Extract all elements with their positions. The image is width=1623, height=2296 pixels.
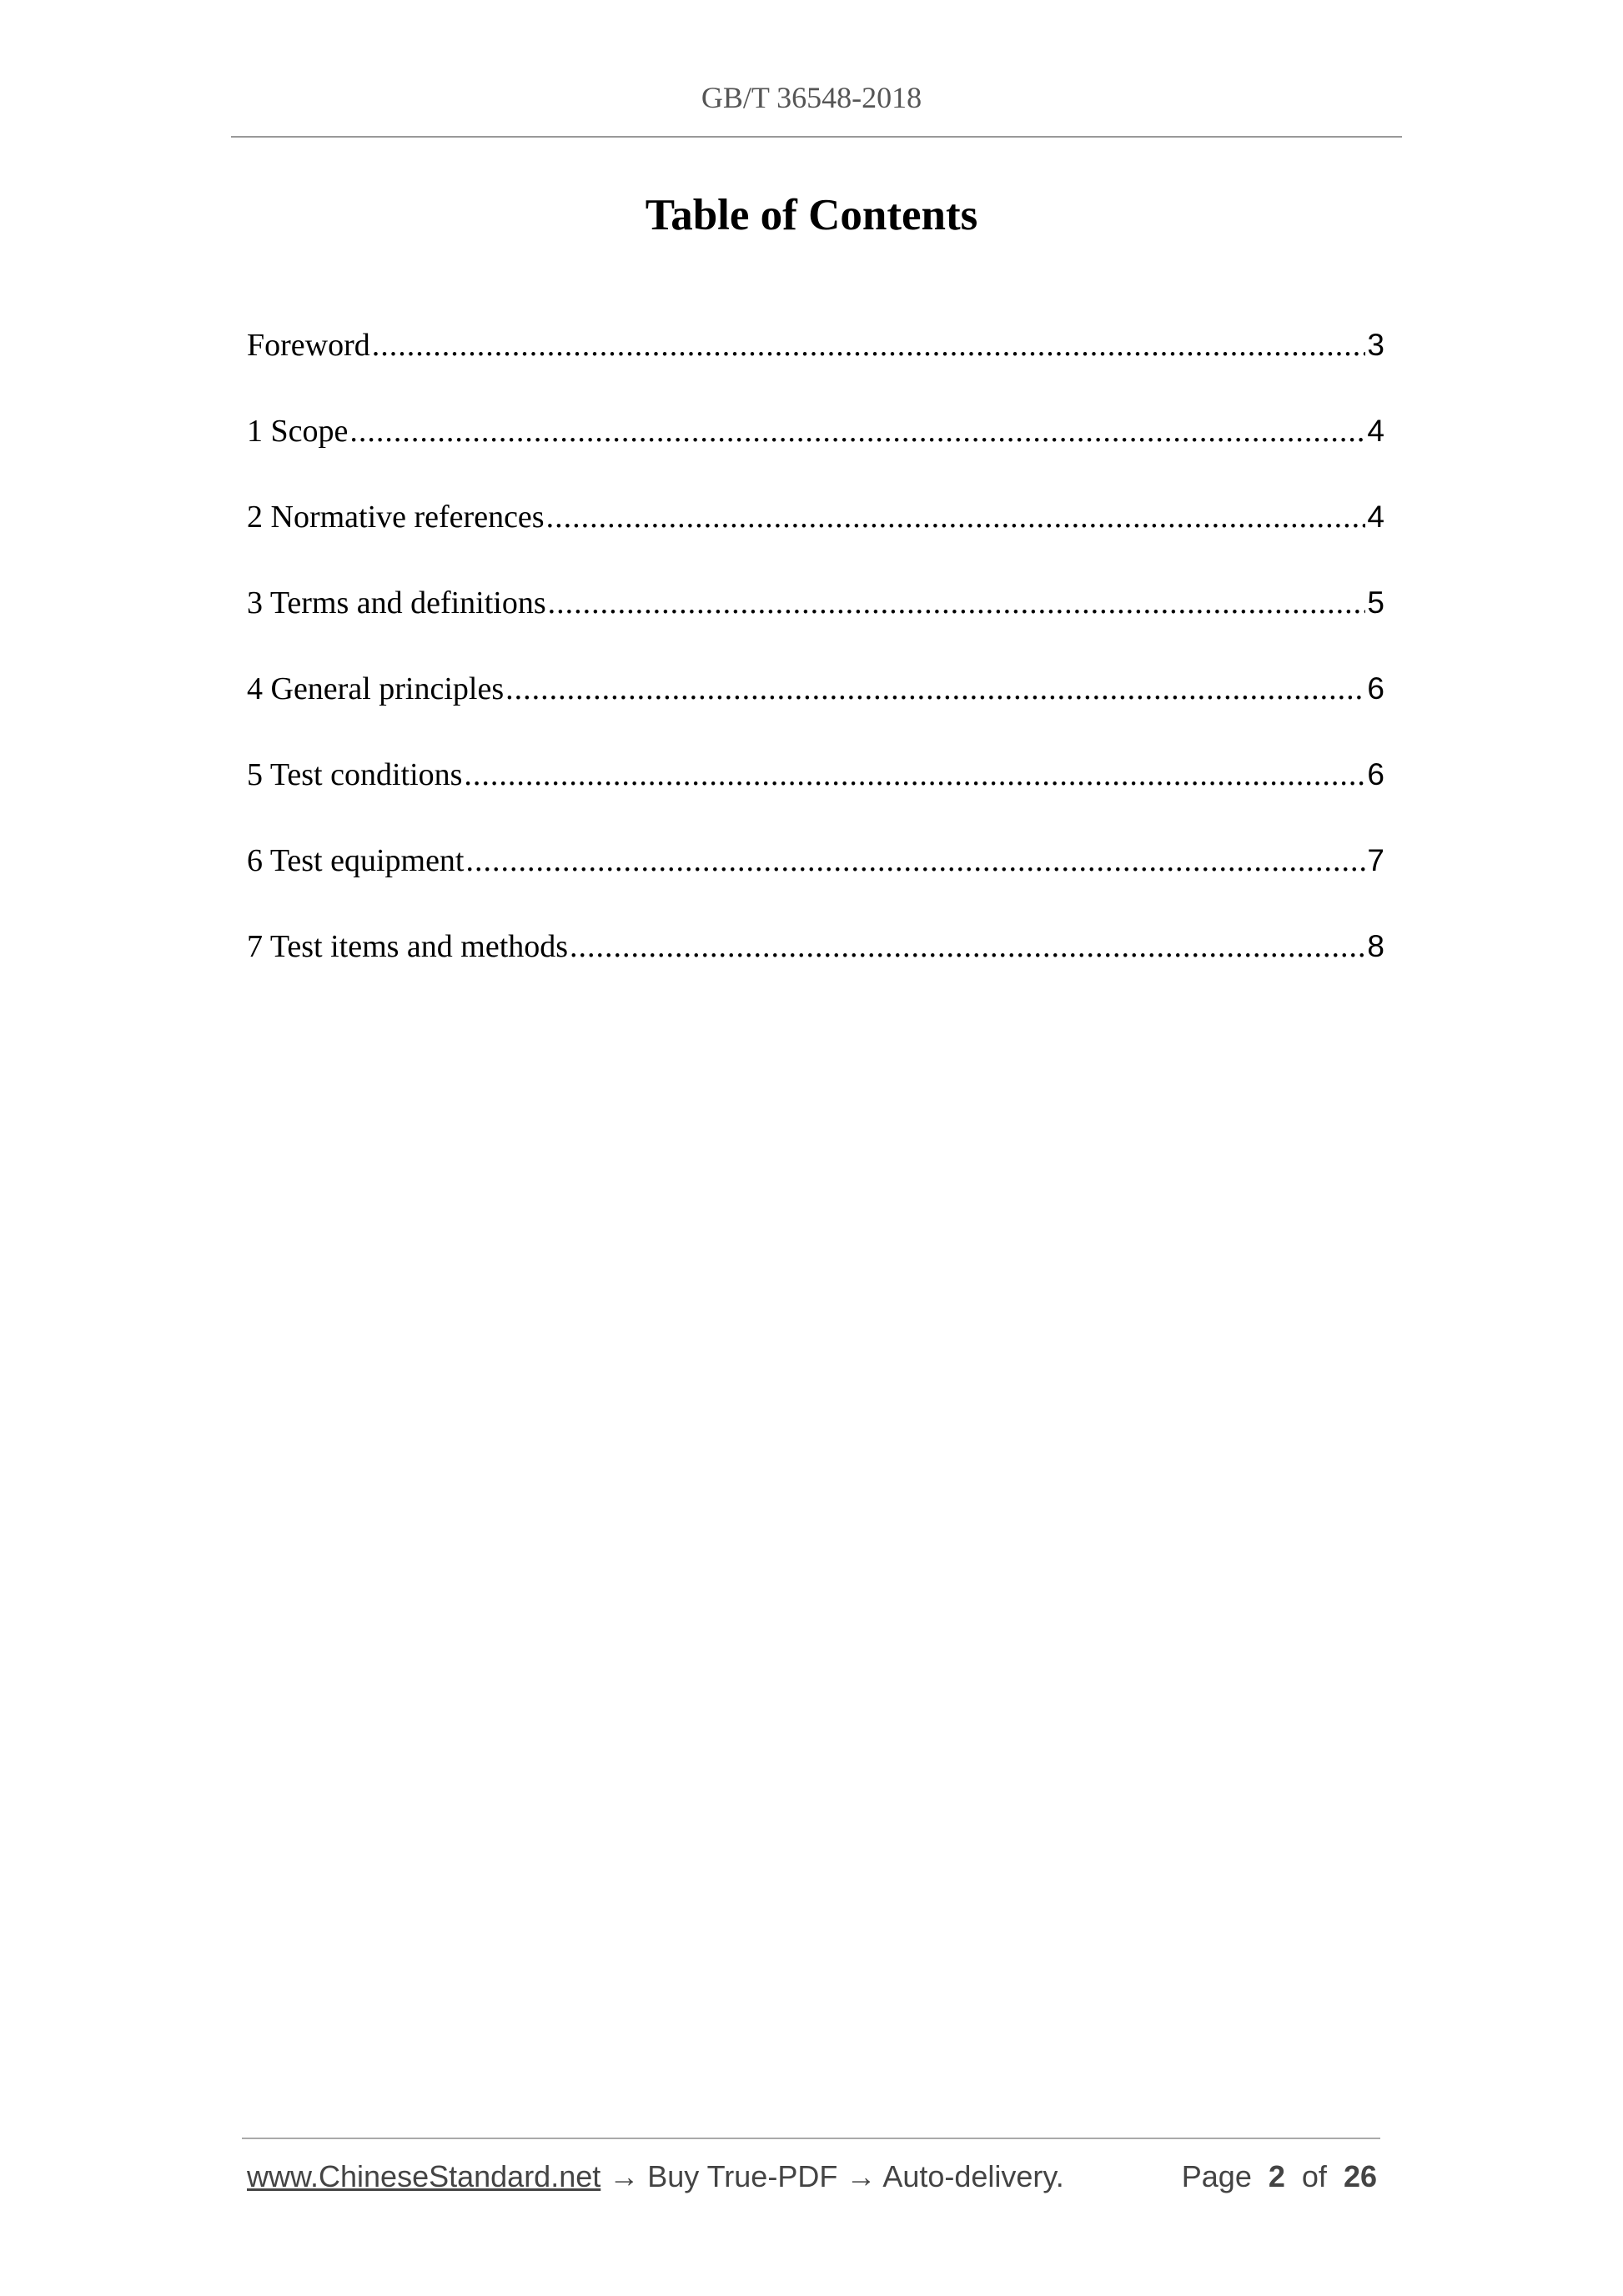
toc-entry-page: 4 [1367, 500, 1384, 534]
toc-entry-test-conditions[interactable] [247, 756, 1384, 842]
toc-entry-page: 6 [1367, 757, 1384, 791]
toc-entry-general-principles[interactable] [247, 671, 1384, 756]
toc-entry-test-items-and-methods[interactable] [247, 928, 1384, 1014]
toc-entry-page: 7 [1367, 843, 1384, 877]
toc-entry-title: 5 Test conditions [247, 757, 463, 792]
toc-entry-title: Foreword [247, 328, 370, 363]
toc-entry-title: 6 Test equipment [247, 843, 465, 878]
toc-entry-page: 6 [1367, 671, 1384, 706]
page-label: Page [1181, 2159, 1252, 2193]
toc-entry-title: 1 Scope [247, 414, 349, 449]
total-pages: 26 [1343, 2159, 1377, 2193]
page-indicator [1182, 2159, 1377, 2194]
of-label: of [1301, 2159, 1327, 2193]
footer-promo [247, 2159, 1064, 2194]
dot-leader [349, 413, 1365, 450]
toc-entry-terms-and-definitions[interactable] [247, 585, 1384, 671]
toc-entry-page: 5 [1367, 585, 1384, 620]
dot-leader [505, 671, 1365, 707]
footer-divider [242, 2138, 1380, 2139]
page-header: GB/T 36548-2018 [701, 81, 922, 114]
footer-promo-text: → Buy True-PDF → Auto-delivery. [600, 2159, 1064, 2193]
toc-entry-title: 7 Test items and methods [247, 929, 569, 964]
toc-entry-title: 3 Terms and definitions [247, 585, 546, 620]
toc-entry-normative-references[interactable] [247, 499, 1384, 585]
dot-leader [546, 499, 1366, 535]
dot-leader [548, 585, 1366, 621]
dot-leader [372, 327, 1366, 364]
toc-title: Table of Contents [645, 191, 978, 239]
dot-leader [464, 756, 1365, 793]
toc-entry-page: 3 [1367, 328, 1384, 362]
toc-entry-title: 4 General principles [247, 671, 505, 706]
header-divider [231, 136, 1402, 138]
toc-list [247, 327, 1384, 1014]
toc-entry-scope[interactable] [247, 413, 1384, 499]
current-page-number: 2 [1268, 2159, 1285, 2193]
toc-entry-page: 4 [1367, 414, 1384, 448]
toc-entry-foreword[interactable] [247, 327, 1384, 413]
toc-entry-title: 2 Normative references [247, 500, 545, 535]
website-link[interactable]: www.ChineseStandard.net [247, 2159, 601, 2193]
toc-entry-test-equipment[interactable] [247, 842, 1384, 928]
dot-leader [570, 928, 1365, 965]
dot-leader [466, 842, 1366, 879]
toc-entry-page: 8 [1367, 929, 1384, 963]
